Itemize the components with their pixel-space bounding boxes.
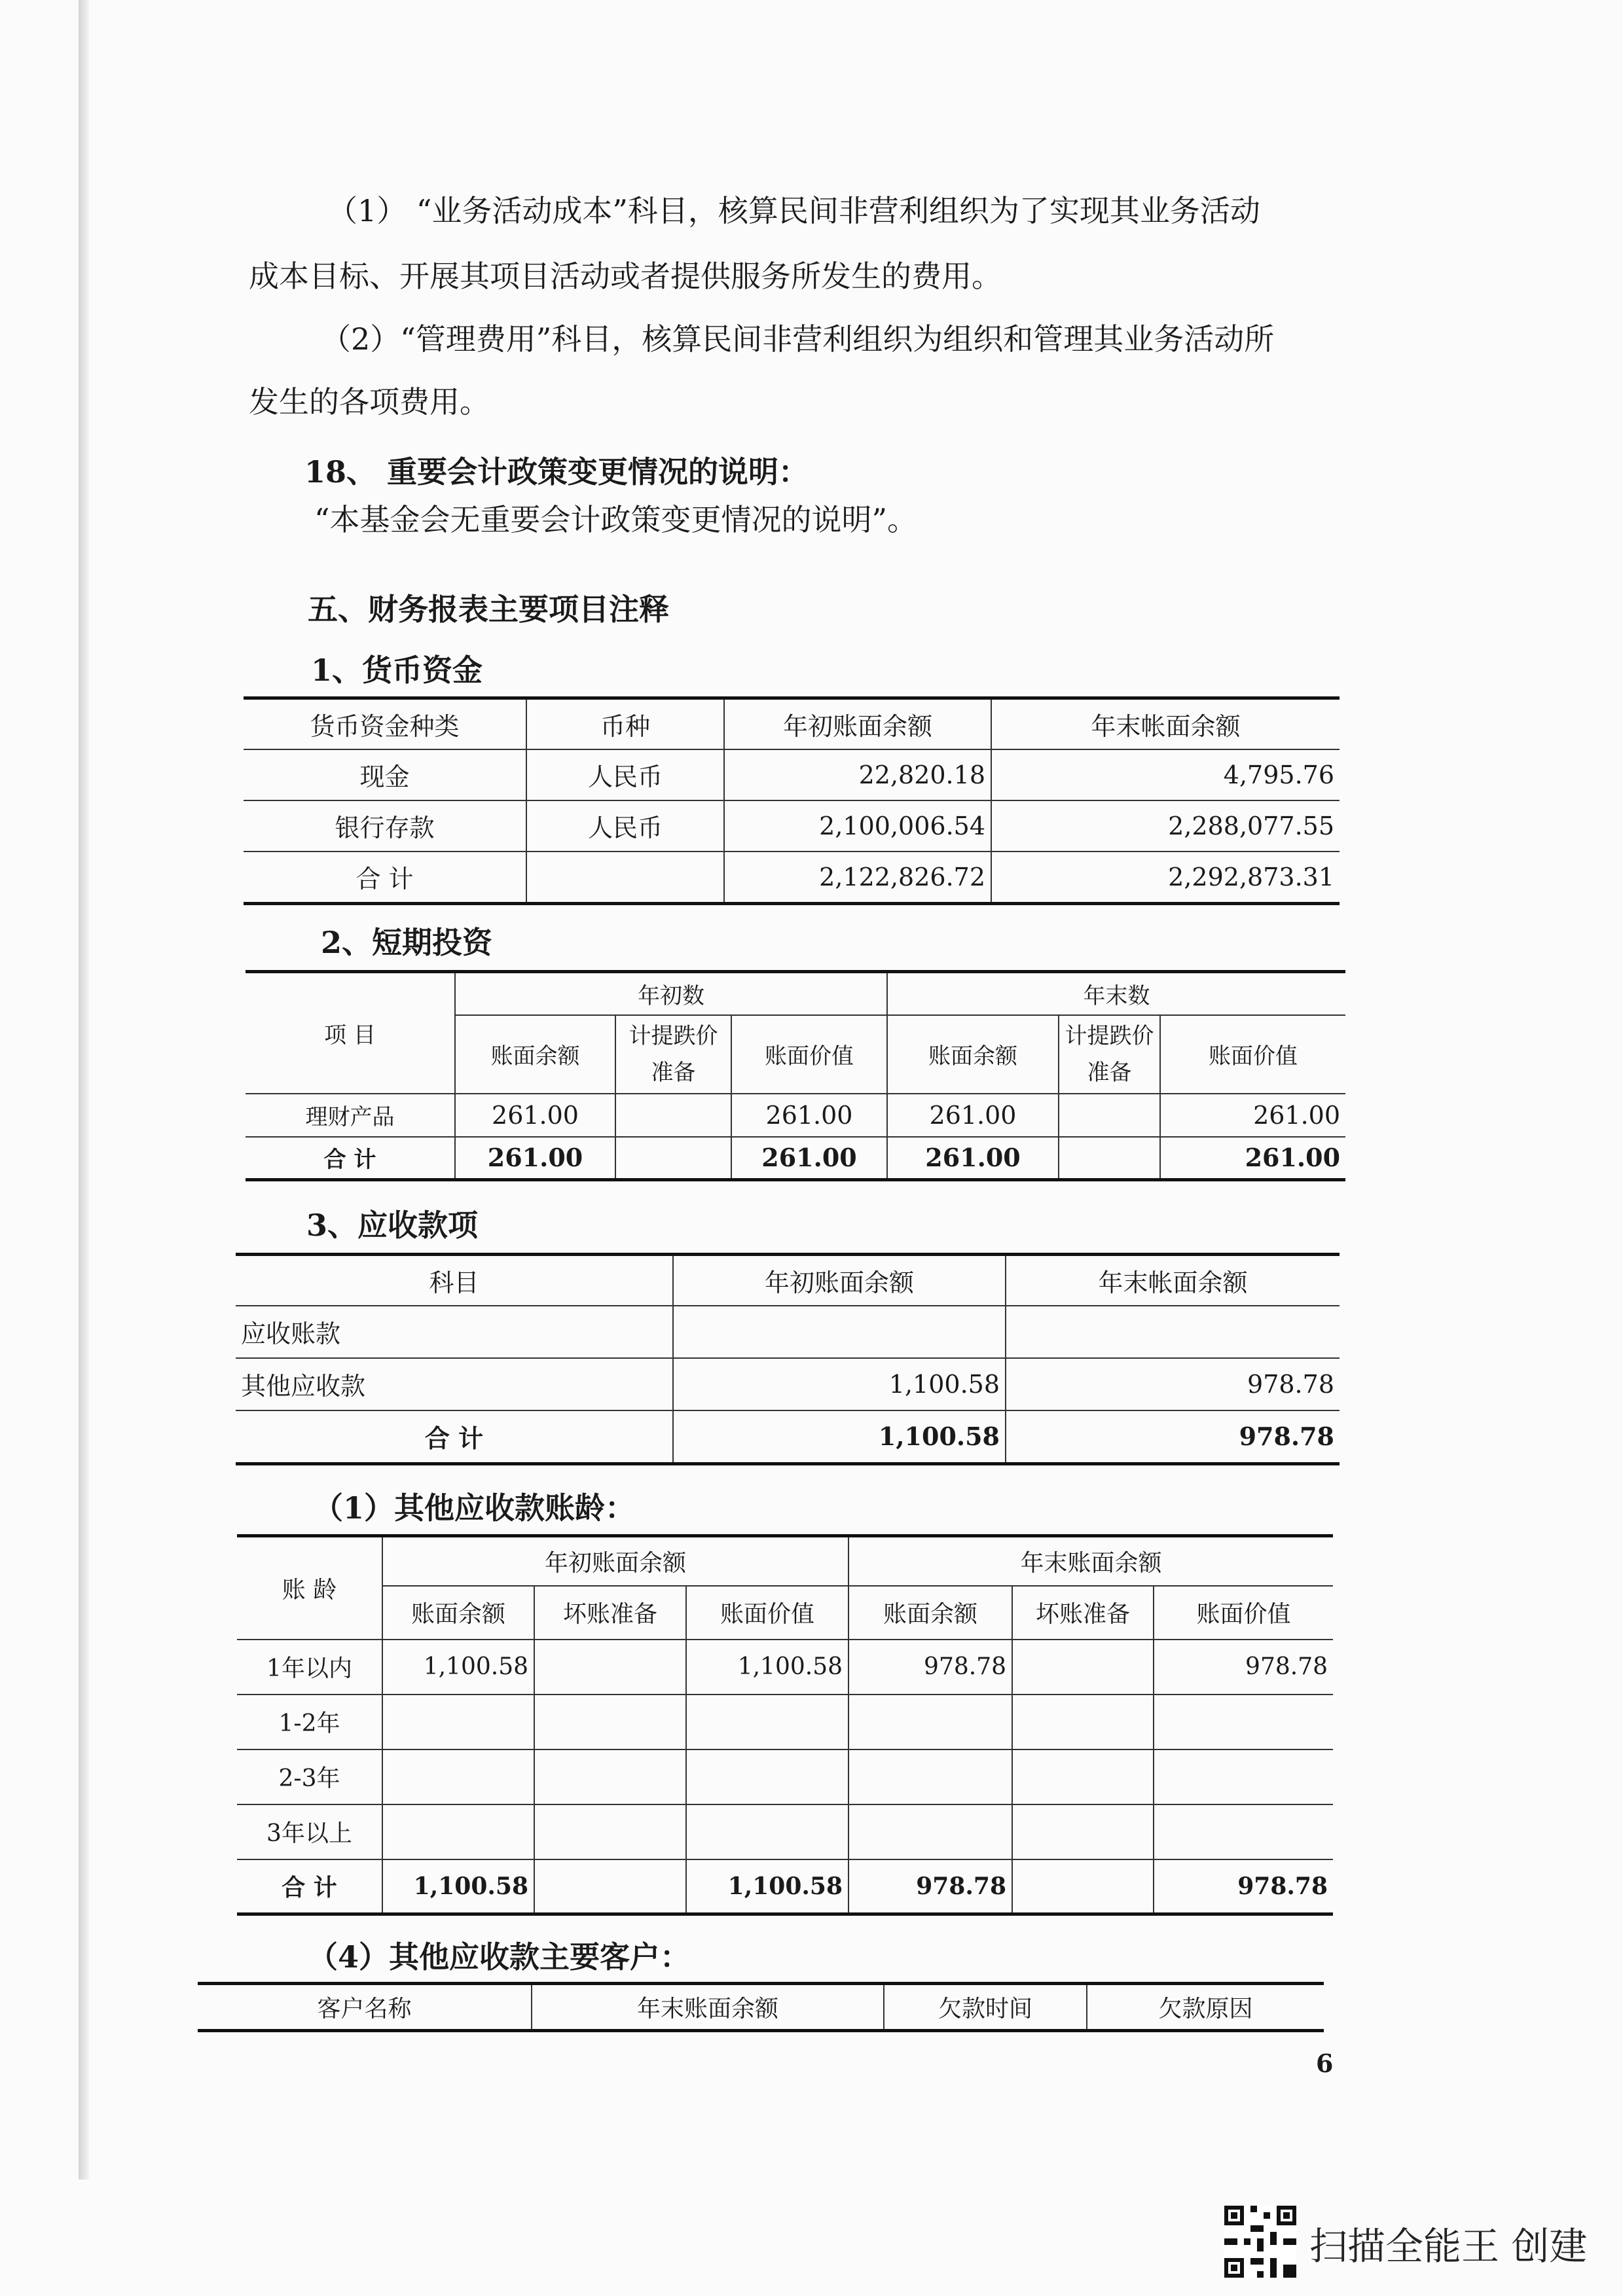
table-cell: 261.00 (731, 1137, 887, 1180)
table-cell (848, 1749, 1012, 1804)
table-cell (1012, 1859, 1154, 1914)
table-cell (1012, 1804, 1154, 1859)
table-cell: 2,122,826.72 (724, 852, 991, 904)
table-total-row (236, 1410, 1340, 1464)
header-cell: 账面余额 (382, 1586, 534, 1640)
table-cell: 978.78 (1154, 1859, 1333, 1914)
header-cell: 坏账准备 (534, 1586, 686, 1640)
table-cell: 合 计 (236, 1410, 673, 1464)
table-cell: 合 计 (237, 1859, 382, 1914)
header-cell: 欠款时间 (884, 1984, 1087, 2031)
table-cell: 人民币 (526, 800, 724, 852)
table-cell: 3年以上 (237, 1804, 382, 1859)
header-cell: 项 目 (246, 972, 455, 1094)
table-cell: 1,100.58 (673, 1358, 1006, 1410)
table-1-title: 1、货币资金 (311, 653, 483, 688)
header-cell: 账面价值 (731, 1015, 887, 1094)
section-18-text: “本基金会无重要会计政策变更情况的说明”。 (314, 502, 918, 537)
table-cell (673, 1306, 1006, 1358)
paragraph-1-line-1: （1） “业务活动成本”科目，核算民间非营利组织为了实现其业务活动 (327, 193, 1260, 228)
table-cell: 22,820.18 (724, 749, 991, 800)
header-cell: 账面价值 (686, 1586, 848, 1640)
table-3-title: 3、应收款项 (306, 1208, 479, 1243)
cash-table (244, 696, 1340, 905)
header-cell: 欠款原因 (1087, 1984, 1324, 2031)
table-cell: 978.78 (1154, 1640, 1333, 1695)
header-cell: 账面余额 (455, 1015, 615, 1094)
table-cell (382, 1695, 534, 1749)
section-5-title: 五、财务报表主要项目注释 (308, 592, 669, 627)
header-cell: 年末帐面余额 (1006, 1255, 1340, 1306)
table-cell (686, 1695, 848, 1749)
table-cell (1059, 1094, 1160, 1137)
table-4-title: （1）其他应收款账龄： (313, 1490, 636, 1526)
header-cell: 计提跌价准备 (1059, 1015, 1160, 1094)
table-cell (1012, 1640, 1154, 1695)
table-cell: 261.00 (455, 1137, 615, 1180)
table-header-row (244, 698, 1340, 749)
header-cell: 科目 (236, 1255, 673, 1306)
table-cell: 合 计 (246, 1137, 455, 1180)
table-cell: 2-3年 (237, 1749, 382, 1804)
header-cell: 年初账面余额 (724, 698, 991, 749)
table-cell: 1,100.58 (686, 1859, 848, 1914)
table-total-row (237, 1859, 1333, 1914)
receivables-table (236, 1253, 1340, 1465)
table-cell: 1-2年 (237, 1695, 382, 1749)
table-cell: 4,795.76 (991, 749, 1340, 800)
table-cell: 1,100.58 (382, 1640, 534, 1695)
paragraph-2-line-2: 发生的各项费用。 (249, 384, 490, 420)
table-total-row (246, 1137, 1345, 1180)
table-5-title: （4）其他应收款主要客户： (308, 1939, 691, 1975)
header-cell: 账面余额 (887, 1015, 1059, 1094)
table-cell (1154, 1749, 1333, 1804)
table-row (237, 1640, 1333, 1695)
table-cell: 1年以内 (237, 1640, 382, 1695)
table-row (244, 749, 1340, 800)
table-row (237, 1695, 1333, 1749)
table-cell: 人民币 (526, 749, 724, 800)
header-cell: 账面余额 (848, 1586, 1012, 1640)
table-header-row (246, 972, 1345, 1015)
table-2-title: 2、短期投资 (321, 925, 493, 960)
table-cell (1006, 1306, 1340, 1358)
table-cell: 261.00 (887, 1094, 1059, 1137)
table-row (237, 1804, 1333, 1859)
table-cell (534, 1640, 686, 1695)
page-number: 6 (1316, 2049, 1334, 2078)
table-cell (686, 1804, 848, 1859)
table-cell: 2,100,006.54 (724, 800, 991, 852)
qr-code-icon (1224, 2206, 1296, 2278)
table-header-row (236, 1255, 1340, 1306)
header-cell: 账 龄 (237, 1536, 382, 1640)
scan-edge-shadow (79, 0, 89, 2179)
table-cell (1012, 1749, 1154, 1804)
table-header-row (237, 1536, 1333, 1586)
header-cell: 年初账面余额 (382, 1536, 848, 1586)
table-row (236, 1306, 1340, 1358)
section-18-heading: 18、 重要会计政策变更情况的说明： (304, 454, 809, 490)
table-cell: 2,292,873.31 (991, 852, 1340, 904)
major-customers-table (198, 1982, 1324, 2032)
table-header-row (237, 1586, 1333, 1640)
header-cell: 年末账面余额 (532, 1984, 884, 2031)
header-cell: 客户名称 (198, 1984, 532, 2031)
header-cell: 年初账面余额 (673, 1255, 1006, 1306)
table-cell (534, 1804, 686, 1859)
paragraph-2-line-1: （2）“管理费用”科目，核算民间非营利组织为组织和管理其业务活动所 (321, 321, 1275, 357)
header-cell: 计提跌价准备 (615, 1015, 731, 1094)
table-total-row (244, 852, 1340, 904)
table-cell: 978.78 (1006, 1358, 1340, 1410)
table-cell: 261.00 (731, 1094, 887, 1137)
table-cell (382, 1804, 534, 1859)
table-cell: 其他应收款 (236, 1358, 673, 1410)
table-cell: 261.00 (1160, 1094, 1345, 1137)
table-cell (848, 1804, 1012, 1859)
table-cell (1154, 1695, 1333, 1749)
table-cell: 1,100.58 (686, 1640, 848, 1695)
table-cell (615, 1137, 731, 1180)
table-cell (1012, 1695, 1154, 1749)
table-cell: 应收账款 (236, 1306, 673, 1358)
receivable-aging-table (237, 1534, 1333, 1916)
table-row (246, 1094, 1345, 1137)
table-row (237, 1749, 1333, 1804)
table-cell: 1,100.58 (382, 1859, 534, 1914)
table-cell: 理财产品 (246, 1094, 455, 1137)
table-cell: 现金 (244, 749, 526, 800)
header-cell: 币种 (526, 698, 724, 749)
header-cell: 货币资金种类 (244, 698, 526, 749)
scanner-watermark: 扫描全能王 创建 (1309, 2224, 1588, 2269)
table-cell: 261.00 (1160, 1137, 1345, 1180)
table-cell (848, 1695, 1012, 1749)
table-cell (686, 1749, 848, 1804)
table-row (244, 800, 1340, 852)
table-cell (534, 1695, 686, 1749)
table-cell (1154, 1804, 1333, 1859)
table-cell: 978.78 (1006, 1410, 1340, 1464)
table-cell: 银行存款 (244, 800, 526, 852)
table-cell (534, 1859, 686, 1914)
table-cell (534, 1749, 686, 1804)
table-cell (1059, 1137, 1160, 1180)
header-cell: 年末帐面余额 (991, 698, 1340, 749)
table-cell (615, 1094, 731, 1137)
table-cell: 合 计 (244, 852, 526, 904)
header-cell: 坏账准备 (1012, 1586, 1154, 1640)
table-cell: 978.78 (848, 1859, 1012, 1914)
header-cell: 年末数 (887, 972, 1345, 1015)
paragraph-1-line-2: 成本目标、开展其项目活动或者提供服务所发生的费用。 (249, 259, 1002, 294)
table-header-row (198, 1984, 1324, 2031)
header-cell: 年末账面余额 (848, 1536, 1333, 1586)
table-row (236, 1358, 1340, 1410)
table-cell (382, 1749, 534, 1804)
header-cell: 年初数 (455, 972, 887, 1015)
header-cell: 账面价值 (1154, 1586, 1333, 1640)
short-term-investment-table (246, 970, 1345, 1181)
table-cell (526, 852, 724, 904)
table-cell: 978.78 (848, 1640, 1012, 1695)
table-cell: 261.00 (887, 1137, 1059, 1180)
table-cell: 1,100.58 (673, 1410, 1006, 1464)
table-cell: 2,288,077.55 (991, 800, 1340, 852)
table-cell: 261.00 (455, 1094, 615, 1137)
header-cell: 账面价值 (1160, 1015, 1345, 1094)
